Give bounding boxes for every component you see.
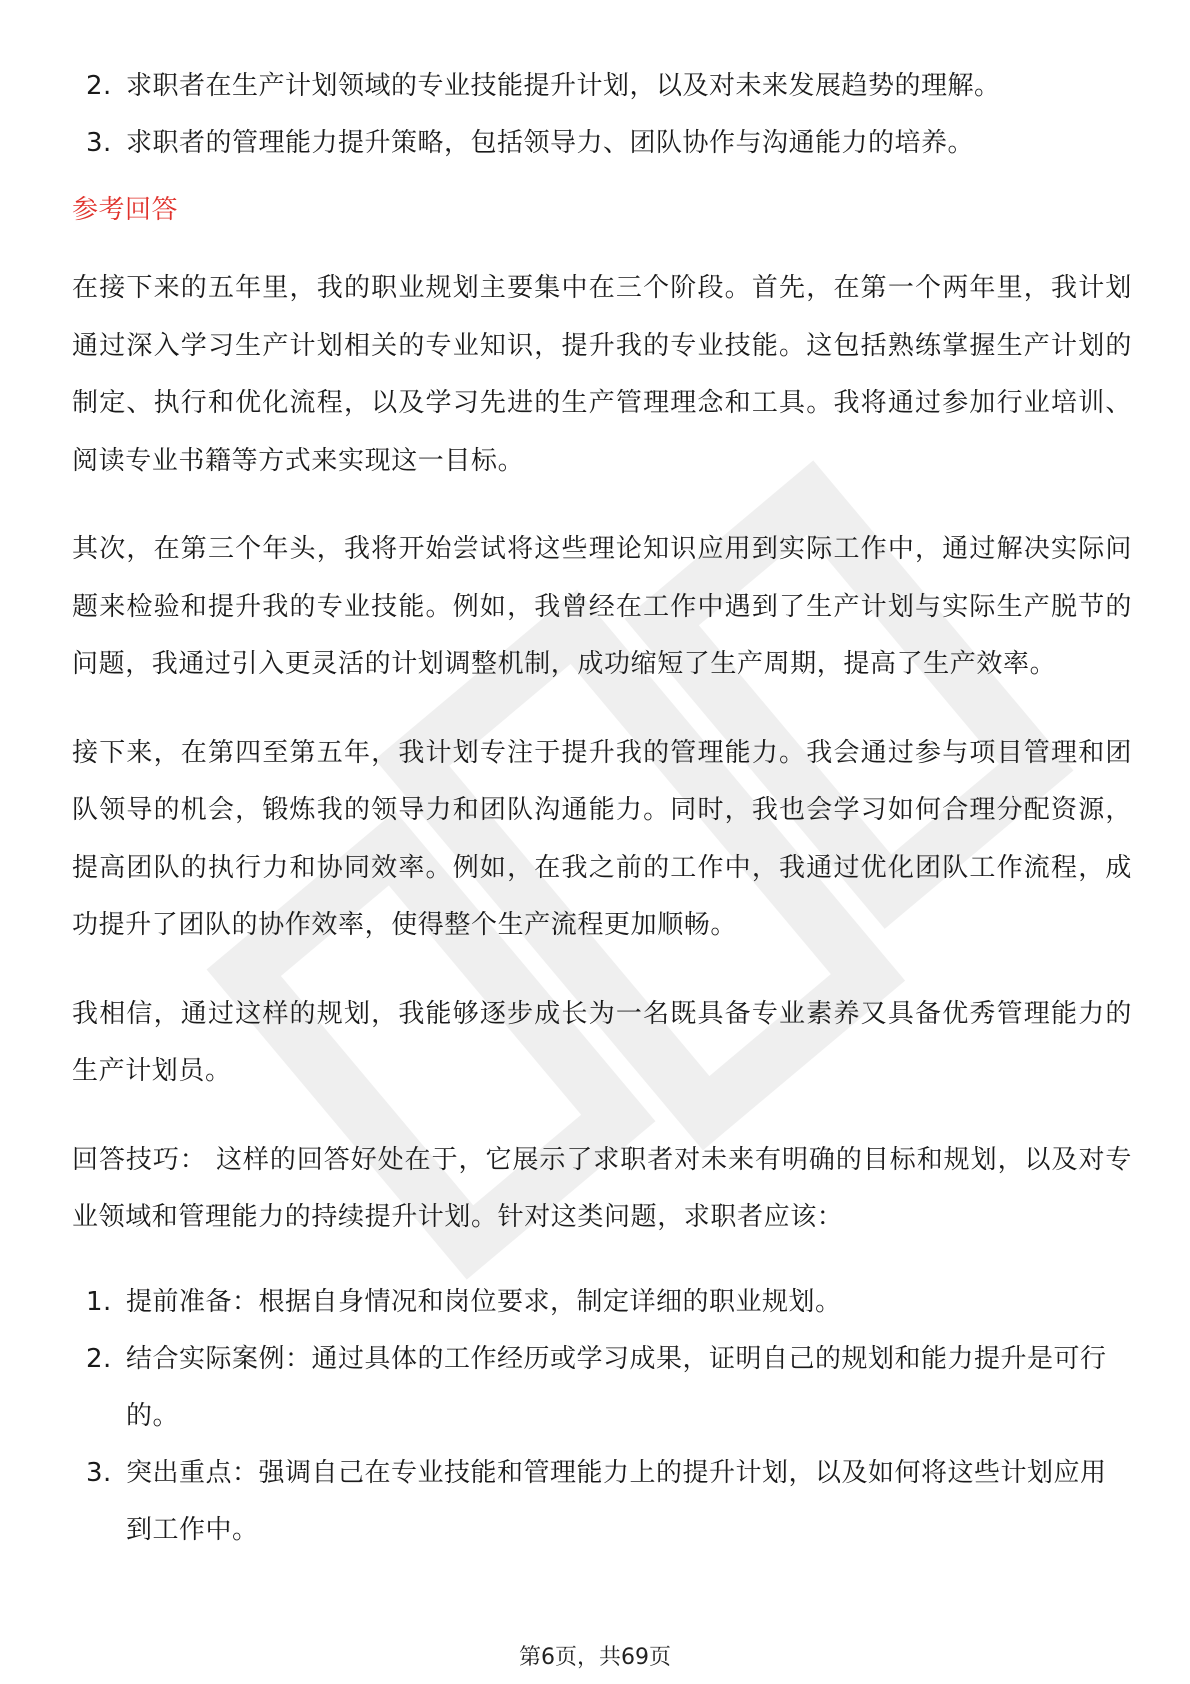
section-heading: 参考回答: [72, 195, 179, 225]
tips-paragraph: 回答技巧： 这样的回答好处在于，它展示了求职者对未来有明确的目标和规划，以及对专业领域和管理能力的持续提升计划。针对这类问题，求职者应该：: [72, 1144, 1132, 1232]
list-item: [72, 115, 1132, 172]
paragraph: 在接下来的五年里，我的职业规划主要集中在三个阶段。首先，在第一个两年里，我计划通过深入学习生产计划相关的专业知识，提升我的专业技能。这包括熟练掌握生产计划的制定、执行和优化流程，以及学习先进的生产管理理念和工具。我将通过参加行业培训、阅读专业书籍等方式来实现这一目标。: [72, 273, 1132, 476]
list-number: 2.: [86, 71, 112, 101]
list-item: [72, 1331, 1132, 1445]
list-text: 求职者的管理能力提升策略，包括领导力、团队协作与沟通能力的培养。: [126, 128, 975, 158]
list-item: [72, 1445, 1132, 1559]
paragraph: 其次，在第三个年头，我将开始尝试将这些理论知识应用到实际工作中，通过解决实际问题来检验和提升我的专业技能。例如，我曾经在工作中遇到了生产计划与实际生产脱节的问题，我通过引入更灵活的计划调整机制，成功缩短了生产周期，提高了生产效率。: [72, 534, 1132, 679]
tips-list: [72, 1274, 1132, 1559]
list-text: 结合实际案例：通过具体的工作经历或学习成果，证明自己的规划和能力提升是可行的。: [126, 1343, 1107, 1431]
page-footer: 第6页，共69页: [519, 1645, 671, 1670]
paragraph: 我相信，通过这样的规划，我能够逐步成长为一名既具备专业素养又具备优秀管理能力的生产计划员。: [72, 998, 1132, 1086]
paragraph: 接下来，在第四至第五年，我计划专注于提升我的管理能力。我会通过参与项目管理和团队领导的机会，锻炼我的领导力和团队沟通能力。同时，我也会学习如何合理分配资源，提高团队的执行力和协同效率。例如，在我之前的工作中，我通过优化团队工作流程，成功提升了团队的协作效率，使得整个生产流程更加顺畅。: [72, 737, 1132, 940]
list-number: 1.: [86, 1286, 112, 1317]
criteria-list: [72, 58, 1132, 172]
list-number: 3.: [86, 128, 112, 158]
list-number: 3.: [86, 1457, 112, 1488]
list-text: 突出重点：强调自己在专业技能和管理能力上的提升计划，以及如何将这些计划应用到工作中。: [126, 1457, 1107, 1545]
list-item: [72, 58, 1132, 115]
list-item: [72, 1274, 1132, 1331]
list-number: 2.: [86, 1343, 112, 1374]
list-text: 提前准备：根据自身情况和岗位要求，制定详细的职业规划。: [126, 1286, 842, 1317]
list-text: 求职者在生产计划领域的专业技能提升计划，以及对未来发展趋势的理解。: [126, 71, 1001, 101]
document-content: [72, 58, 1132, 1559]
